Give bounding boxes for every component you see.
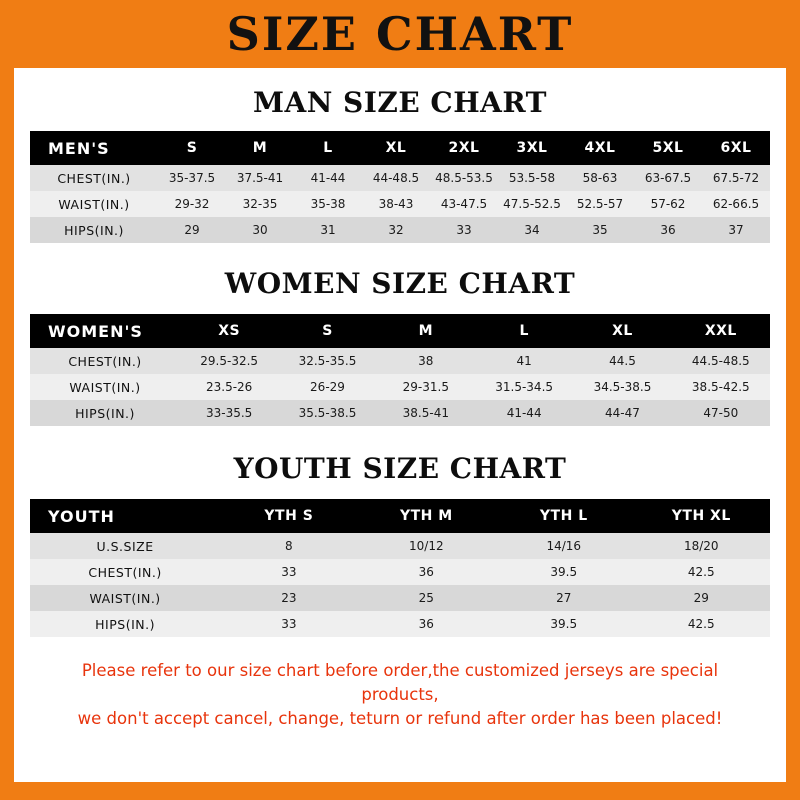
cell: 62-66.5 <box>712 197 760 211</box>
cell: 27 <box>556 591 572 605</box>
cell: 29.5-32.5 <box>200 354 259 368</box>
cell: 38.5-41 <box>402 406 449 420</box>
women-table-body <box>30 348 770 426</box>
man-table-header <box>30 131 770 165</box>
table-row <box>30 191 770 217</box>
youth-section-title: YOUTH SIZE CHART <box>233 452 567 485</box>
row-label: CHEST(IN.) <box>68 353 142 369</box>
column-header-label: MEN'S <box>48 138 110 158</box>
women-table-header <box>30 314 770 348</box>
column-header-m: M <box>418 323 434 339</box>
cell: 23 <box>281 591 297 605</box>
cell: 26-29 <box>310 380 345 394</box>
cell: 35.5-38.5 <box>298 406 357 420</box>
man-table-body <box>30 165 770 243</box>
table-row <box>30 165 770 191</box>
footnote-line-1: Please refer to our size chart before order,the customized jerseys are special products, <box>81 661 719 704</box>
women-size-table <box>30 314 770 426</box>
column-header-yth-l: YTH L <box>539 508 588 524</box>
cell: 38 <box>418 354 434 368</box>
table-header-row <box>30 131 770 165</box>
cell: 8 <box>285 539 293 553</box>
cell: 44-47 <box>605 406 640 420</box>
cell: 47-50 <box>703 406 739 420</box>
cell: 52.5-57 <box>576 197 624 211</box>
column-header-m: M <box>252 140 268 156</box>
cell: 42.5 <box>687 565 715 579</box>
cell: 44-48.5 <box>372 171 420 185</box>
column-header-5xl: 5XL <box>652 140 684 156</box>
row-label: U.S.SIZE <box>96 538 154 554</box>
cell: 53.5-58 <box>508 171 556 185</box>
cell: 32.5-35.5 <box>298 354 357 368</box>
column-header-xl: XL <box>612 323 633 339</box>
cell: 43-47.5 <box>440 197 488 211</box>
table-row <box>30 585 770 611</box>
cell: 38.5-42.5 <box>691 380 750 394</box>
row-label: HIPS(IN.) <box>75 405 135 421</box>
column-header-yth-m: YTH M <box>399 508 453 524</box>
cell: 10/12 <box>409 539 444 553</box>
cell: 32 <box>388 223 404 237</box>
cell: 67.5-72 <box>712 171 760 185</box>
youth-table-header <box>30 499 770 533</box>
column-header-yth-xl: YTH XL <box>671 508 731 524</box>
cell: 29-32 <box>174 197 210 211</box>
bottom-accent-bar <box>14 782 786 800</box>
row-label: CHEST(IN.) <box>88 564 162 580</box>
cell: 41 <box>516 354 532 368</box>
row-label: WAIST(IN.) <box>89 590 161 606</box>
table-row <box>30 217 770 243</box>
cell: 18/20 <box>683 539 719 553</box>
column-header-xl: XL <box>385 140 407 156</box>
cell: 58-63 <box>582 171 618 185</box>
row-label: WAIST(IN.) <box>58 196 130 212</box>
cell: 29 <box>184 223 200 237</box>
youth-table-body <box>30 533 770 637</box>
cell: 29-31.5 <box>402 380 449 394</box>
cell: 35-38 <box>310 197 346 211</box>
cell: 29 <box>693 591 709 605</box>
banner <box>14 0 786 68</box>
cell: 44.5 <box>609 354 636 368</box>
column-header-l: L <box>519 323 529 339</box>
cell: 38-43 <box>378 197 414 211</box>
cell: 31 <box>320 223 336 237</box>
column-header-yth-s: YTH S <box>264 508 314 524</box>
column-header-label: WOMEN'S <box>48 321 143 341</box>
cell: 30 <box>252 223 268 237</box>
cell: 36 <box>418 617 434 631</box>
cell: 37 <box>728 223 744 237</box>
cell: 37.5-41 <box>236 171 284 185</box>
table-row <box>30 533 770 559</box>
cell: 44.5-48.5 <box>691 354 750 368</box>
content <box>14 86 786 731</box>
footnote <box>30 659 770 731</box>
man-section-title: MAN SIZE CHART <box>253 86 547 119</box>
women-section-title: WOMEN SIZE CHART <box>224 267 576 300</box>
column-header-xs: XS <box>218 323 241 339</box>
cell: 35-37.5 <box>168 171 216 185</box>
cell: 42.5 <box>687 617 715 631</box>
column-header-2xl: 2XL <box>448 140 480 156</box>
row-label: HIPS(IN.) <box>95 616 155 632</box>
table-row <box>30 611 770 637</box>
row-label: WAIST(IN.) <box>69 379 141 395</box>
cell: 39.5 <box>550 617 578 631</box>
table-header-row <box>30 314 770 348</box>
column-header-s: S <box>186 140 198 156</box>
cell: 47.5-52.5 <box>503 197 561 211</box>
youth-size-table <box>30 499 770 637</box>
column-header-s: S <box>322 323 333 339</box>
row-label: HIPS(IN.) <box>64 222 124 238</box>
column-header-3xl: 3XL <box>516 140 548 156</box>
cell: 33-35.5 <box>206 406 253 420</box>
column-header-6xl: 6XL <box>720 140 752 156</box>
row-label: CHEST(IN.) <box>57 170 131 186</box>
table-header-row <box>30 499 770 533</box>
table-row <box>30 374 770 400</box>
cell: 32-35 <box>242 197 278 211</box>
column-header-xxl: XXL <box>704 323 737 339</box>
cell: 33 <box>456 223 472 237</box>
table-row <box>30 348 770 374</box>
man-size-table <box>30 131 770 243</box>
table-row <box>30 400 770 426</box>
cell: 33 <box>281 617 297 631</box>
cell: 39.5 <box>550 565 578 579</box>
cell: 41-44 <box>310 171 346 185</box>
cell: 33 <box>281 565 297 579</box>
cell: 36 <box>660 223 676 237</box>
footnote-line-2: we don't accept cancel, change, teturn or refund after order has been placed! <box>77 708 723 728</box>
cell: 23.5-26 <box>206 380 253 394</box>
cell: 48.5-53.5 <box>435 171 493 185</box>
page-title: SIZE CHART <box>226 7 574 61</box>
table-row <box>30 559 770 585</box>
column-header-4xl: 4XL <box>584 140 616 156</box>
cell: 41-44 <box>506 406 542 420</box>
cell: 57-62 <box>650 197 686 211</box>
column-header-l: L <box>323 140 333 156</box>
cell: 25 <box>418 591 434 605</box>
cell: 14/16 <box>546 539 582 553</box>
cell: 63-67.5 <box>644 171 692 185</box>
cell: 36 <box>418 565 434 579</box>
cell: 34.5-38.5 <box>593 380 652 394</box>
cell: 31.5-34.5 <box>495 380 554 394</box>
cell: 34 <box>524 223 540 237</box>
column-header-label: YOUTH <box>48 506 115 526</box>
cell: 35 <box>592 223 608 237</box>
